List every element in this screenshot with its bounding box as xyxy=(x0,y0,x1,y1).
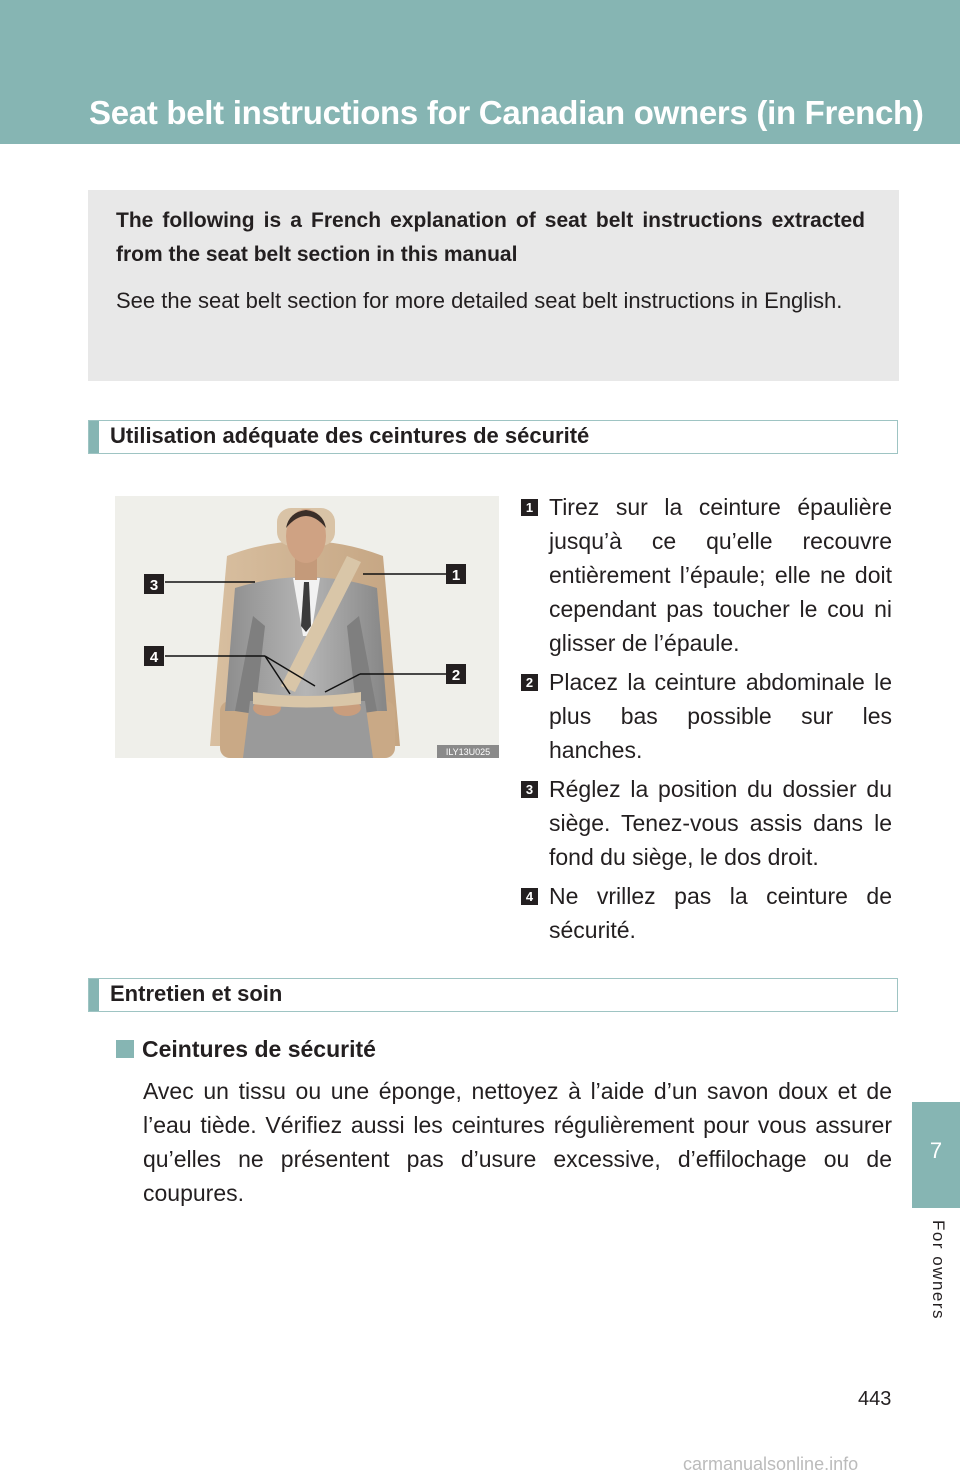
step-item xyxy=(520,879,892,947)
watermark: carmanualsonline.info xyxy=(683,1454,859,1474)
intro-box xyxy=(88,190,899,381)
step-number-badge: 3 xyxy=(521,781,538,798)
intro-bold-text: The following is a French explanation of seat belt instructions extracted from the seat belt section in this manual xyxy=(116,209,865,266)
step-text: Réglez la position du dossier du siège. Tenez-vous assis dans le fond du siège, le dos droit. xyxy=(549,776,892,870)
illustration-code: ILY13U025 xyxy=(445,747,491,757)
intro-regular-text: See the seat belt section for more detailed seat belt instructions in English. xyxy=(116,288,843,313)
steps-list xyxy=(520,490,892,952)
section-title-care: Entretien et soin xyxy=(110,981,283,1006)
page-number: 443 xyxy=(858,1388,892,1410)
chapter-number: 7 xyxy=(929,1138,943,1163)
seat-belt-illustration xyxy=(115,496,499,758)
care-paragraph: Avec un tissu ou une éponge, nettoyez à l’aide d’un savon doux et de l’eau tiède. Vérifiez aussi les ceintures régulièrement pour vous assurer qu’elles ne présentent pas d’usure excessive, d’effilochage ou de coupures. xyxy=(143,1078,892,1206)
step-number-badge: 2 xyxy=(521,674,538,691)
subheading-text: Ceintures de sécurité xyxy=(142,1036,376,1062)
step-number-badge: 4 xyxy=(521,888,538,905)
section-title-usage: Utilisation adéquate des ceintures de sécurité xyxy=(110,423,590,448)
svg-text:4: 4 xyxy=(149,649,159,666)
step-item xyxy=(520,665,892,767)
section-heading-usage xyxy=(88,420,898,454)
step-number-badge: 1 xyxy=(521,499,538,516)
step-item xyxy=(520,772,892,874)
svg-text:3: 3 xyxy=(149,577,159,594)
svg-text:2: 2 xyxy=(451,667,461,684)
page-header xyxy=(0,0,960,144)
seated-person-drawing xyxy=(115,496,499,758)
section-heading-care xyxy=(88,978,898,1012)
svg-text:1: 1 xyxy=(451,567,461,584)
chapter-tab xyxy=(912,1102,960,1208)
step-text: Tirez sur la ceinture épaulière jusqu’à ce qu’elle recouvre entièrement l’épaule; elle ne doit cependant pas toucher le cou ni glisser de l’épaule. xyxy=(549,494,892,656)
step-item xyxy=(520,490,892,660)
chapter-label: For owners xyxy=(929,1220,948,1321)
square-bullet-icon xyxy=(116,1040,134,1058)
step-text: Ne vrillez pas la ceinture de sécurité. xyxy=(549,883,892,943)
subheading xyxy=(116,1036,376,1063)
page-title: Seat belt instructions for Canadian owners (in French) xyxy=(89,94,924,131)
step-text: Placez la ceinture abdominale le plus bas possible sur les hanches. xyxy=(549,669,892,763)
